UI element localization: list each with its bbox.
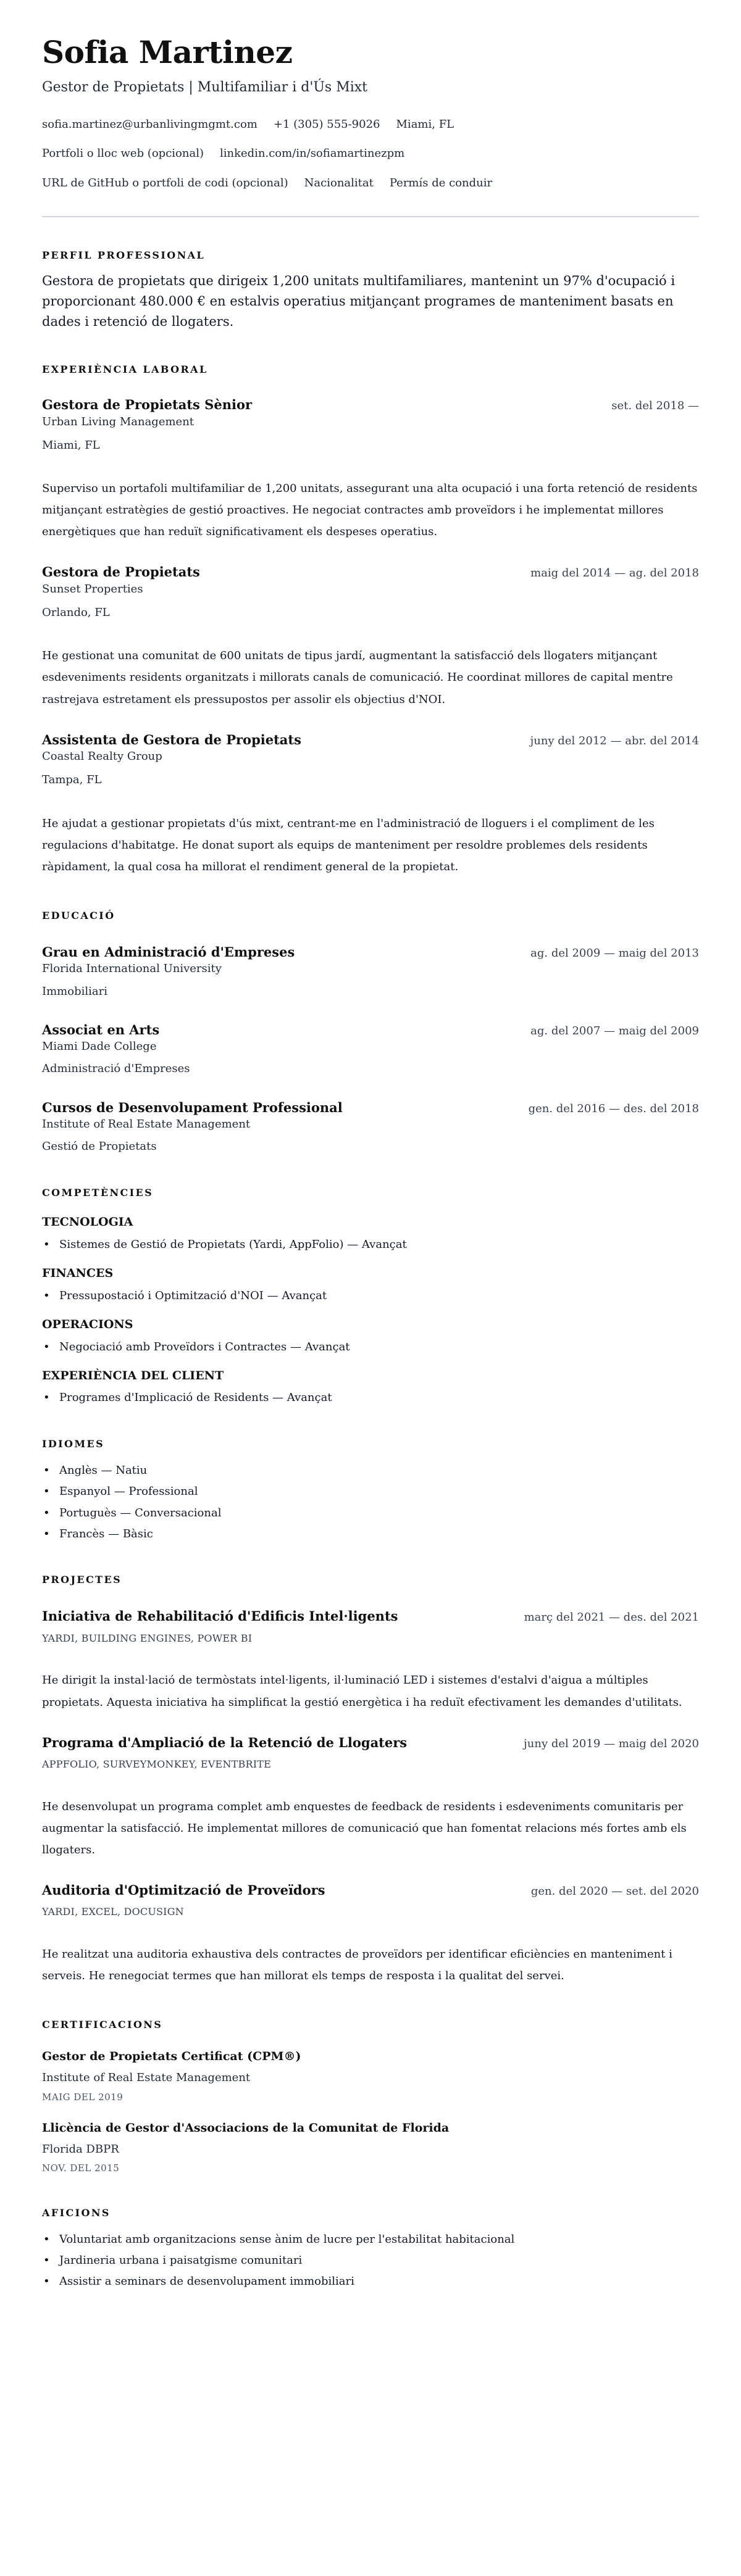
job-company: Coastal Realty Group	[42, 749, 162, 763]
job-dates: maig del 2014 — ag. del 2018	[530, 567, 699, 580]
skill-category-title: TECNOLOGIA	[42, 1215, 133, 1229]
education-entry	[42, 944, 699, 999]
contact-email[interactable]: sofia.martinez@urbanlivingmgmt.com	[42, 118, 257, 131]
contact-phone[interactable]: +1 (305) 555-9026	[273, 118, 380, 131]
education-entry	[42, 1021, 699, 1077]
job-location: Orlando, FL	[42, 606, 110, 620]
job-description: Superviso un portafoli multifamiliar de 1,200 unitats, assegurant una alta ocupació i una forta retenció de residents mitjançant estratègies de gestió proactives. He negociat contractes amb proveïdors i he implementat millores energètiques que han reduït significativament els despeses operatius.	[42, 482, 698, 539]
contact-row-1	[42, 117, 699, 131]
skill-list	[42, 1390, 699, 1405]
candidate-headline: Gestor de Propietats | Multifamiliar i d'Ús Mixt	[42, 79, 368, 95]
degree-title: Cursos de Desenvolupament Professional	[42, 1099, 343, 1115]
skill-item: • Pressupostació i Optimització d'NOI — Avançat	[42, 1289, 699, 1303]
hobby-item: • Jardineria urbana i paisatgisme comunitari	[42, 2253, 699, 2268]
language-item: • Espanyol — Professional	[42, 1484, 699, 1499]
hobby-list	[42, 2232, 699, 2290]
certification-issuer: Florida DBPR	[42, 2142, 119, 2156]
hobby-item: • Assistir a seminars de desenvolupament immobiliari	[42, 2274, 699, 2289]
education-field: Administració d'Empreses	[42, 1062, 190, 1076]
project-tech-stack: YARDI, EXCEL, DOCUSIGN	[42, 1906, 184, 1918]
education-institution: Miami Dade College	[42, 1040, 157, 1053]
experience-entry	[42, 396, 699, 542]
contact-linkedin[interactable]: linkedin.com/in/sofiamartinezpm	[219, 147, 405, 160]
job-title: Gestora de Propietats Sènior	[42, 397, 253, 413]
section-title-hobbies: AFICIONS	[42, 2206, 111, 2219]
job-dates: set. del 2018 —	[611, 399, 699, 413]
hobbies-section	[42, 2207, 699, 2290]
project-tech-stack: YARDI, BUILDING ENGINES, POWER BI	[42, 1632, 253, 1644]
education-entry	[42, 1099, 699, 1155]
skill-list	[42, 1289, 699, 1303]
contact-portfolio[interactable]: Portfoli o lloc web (opcional)	[42, 147, 204, 160]
education-dates: ag. del 2007 — maig del 2009	[530, 1024, 699, 1037]
languages-section	[42, 1438, 699, 1542]
project-description: He dirigit la instal·lació de termòstats intel·ligents, il·luminació LED i sistemes d'estalvi d'aigua a múltiples propietats. Aquesta iniciativa ha simplificat la gestió energètica i ha reduït efectivament les demandes d'utilitats.	[42, 1674, 682, 1709]
skill-category-title: FINANCES	[42, 1266, 114, 1280]
job-company: Sunset Properties	[42, 582, 143, 596]
projects-section	[42, 1574, 699, 1987]
job-location: Miami, FL	[42, 438, 100, 452]
skill-item: • Negociació amb Proveïdors i Contractes — Avançat	[42, 1340, 699, 1355]
education-institution: Florida International University	[42, 962, 222, 976]
contact-location: Miami, FL	[396, 118, 454, 131]
certifications-section	[42, 2019, 699, 2174]
skills-section	[42, 1187, 699, 1406]
education-section	[42, 910, 699, 1155]
contact-row-2	[42, 146, 699, 160]
project-title: Programa d'Ampliació de la Retenció de Llogaters	[42, 1734, 408, 1750]
education-dates: gen. del 2016 — des. del 2018	[528, 1102, 699, 1115]
education-field: Immobiliari	[42, 984, 107, 998]
skill-list	[42, 1237, 699, 1252]
education-dates: ag. del 2009 — maig del 2013	[530, 946, 699, 960]
experience-entry	[42, 563, 699, 710]
experience-entry	[42, 731, 699, 878]
certification-title: Llicència de Gestor d'Associacions de la Comunitat de Florida	[42, 2121, 450, 2135]
certification-date: MAIG DEL 2019	[42, 2091, 124, 2103]
project-dates: gen. del 2020 — set. del 2020	[530, 1885, 699, 1898]
education-field: Gestió de Propietats	[42, 1140, 157, 1153]
job-dates: juny del 2012 — abr. del 2014	[530, 734, 699, 747]
job-description: He gestionat una comunitat de 600 unitats de tipus jardí, augmentant la satisfacció dels llogaters mitjançant esdeveniments residents organitzats i millorats canals de comunicació. He coordinat millores de capital mentre rastrejava estretament els pressupostos per assolir els objectius d'NOI.	[42, 649, 673, 706]
experience-section	[42, 364, 699, 878]
hobby-item: • Voluntariat amb organitzacions sense ànim de lucre per l'estabilitat habitacional	[42, 2232, 699, 2247]
language-item: • Portuguès — Conversacional	[42, 1506, 699, 1521]
section-title-experience: EXPERIÈNCIA LABORAL	[42, 364, 208, 376]
project-title: Auditoria d'Optimització de Proveïdors	[42, 1882, 325, 1898]
profile-summary: Gestora de propietats que dirigeix 1,200 unitats multifamiliares, mantenint un 97% d'ocupació i proporcionant 480.000 € en estalvis operatius mitjançant programes de manteniment basats en dades i retenció de llogaters.	[42, 273, 676, 329]
skill-item: • Sistemes de Gestió de Propietats (Yardi, AppFolio) — Avançat	[42, 1237, 699, 1252]
project-dates: març del 2021 — des. del 2021	[524, 1611, 699, 1624]
section-title-languages: IDIOMES	[42, 1437, 105, 1450]
resume-header	[42, 35, 699, 217]
certification-issuer: Institute of Real Estate Management	[42, 2071, 251, 2085]
project-tech-stack: APPFOLIO, SURVEYMONKEY, EVENTBRITE	[42, 1758, 271, 1770]
section-title-certifications: CERTIFICACIONS	[42, 2019, 163, 2031]
project-dates: juny del 2019 — maig del 2020	[524, 1737, 699, 1750]
contact-driving-license: Permís de conduir	[389, 176, 493, 189]
job-location: Tampa, FL	[42, 773, 102, 787]
contact-github[interactable]: URL de GitHub o portfoli de codi (opcional)	[42, 176, 288, 189]
project-title: Iniciativa de Rehabilitació d'Edificis Intel·ligents	[42, 1608, 398, 1624]
certification-title: Gestor de Propietats Certificat (CPM®)	[42, 2050, 301, 2064]
section-title-education: EDUCACIÓ	[42, 909, 115, 921]
project-entry	[42, 1608, 699, 1713]
job-title: Gestora de Propietats	[42, 564, 200, 580]
section-title-profile: PERFIL PROFESSIONAL	[42, 249, 206, 262]
skill-list	[42, 1340, 699, 1355]
profile-section	[42, 249, 699, 331]
project-entry	[42, 1882, 699, 1987]
skill-item: • Programes d'Implicació de Residents — Avançat	[42, 1390, 699, 1405]
skill-category-title: OPERACIONS	[42, 1317, 133, 1331]
language-list	[42, 1463, 699, 1542]
job-title: Assistenta de Gestora de Propietats	[42, 731, 301, 747]
project-entry	[42, 1734, 699, 1861]
skill-category-title: EXPERIÈNCIA DEL CLIENT	[42, 1368, 224, 1382]
project-description: He realitzat una auditoria exhaustiva dels contractes de proveïdors per identificar eficiències en manteniment i serveis. He renegociat termes que han millorat els temps de resposta i la qualitat del servei.	[42, 1948, 672, 1983]
certification-date: NOV. DEL 2015	[42, 2163, 120, 2174]
project-description: He desenvolupat un programa complet amb enquestes de feedback de residents i esdeveniments comunitaris per augmentar la satisfacció. He implementat millores de comunicació que han fomentat relacions més fortes amb els llogaters.	[42, 1800, 687, 1856]
language-item: • Francès — Bàsic	[42, 1527, 699, 1542]
section-title-projects: PROJECTES	[42, 1574, 122, 1586]
education-institution: Institute of Real Estate Management	[42, 1118, 251, 1131]
degree-title: Associat en Arts	[42, 1021, 160, 1037]
header-divider	[42, 216, 699, 217]
job-description: He ajudat a gestionar propietats d'ús mixt, centrant-me en l'administració de lloguers i el compliment de les regulacions d'habitatge. He donat suport als equips de manteniment per resoldre problemes dels residents ràpidament, la qual cosa ha millorat el rendiment general de la propietat.	[42, 816, 655, 873]
language-item: • Anglès — Natiu	[42, 1463, 699, 1478]
certification-entry	[42, 2049, 699, 2103]
contact-row-3	[42, 176, 699, 190]
job-company: Urban Living Management	[42, 415, 195, 428]
section-title-skills: COMPETÈNCIES	[42, 1186, 154, 1199]
candidate-name: Sofia Martinez	[42, 34, 293, 70]
degree-title: Grau en Administració d'Empreses	[42, 944, 295, 960]
certification-entry	[42, 2121, 699, 2175]
contact-nationality: Nacionalitat	[304, 176, 374, 189]
